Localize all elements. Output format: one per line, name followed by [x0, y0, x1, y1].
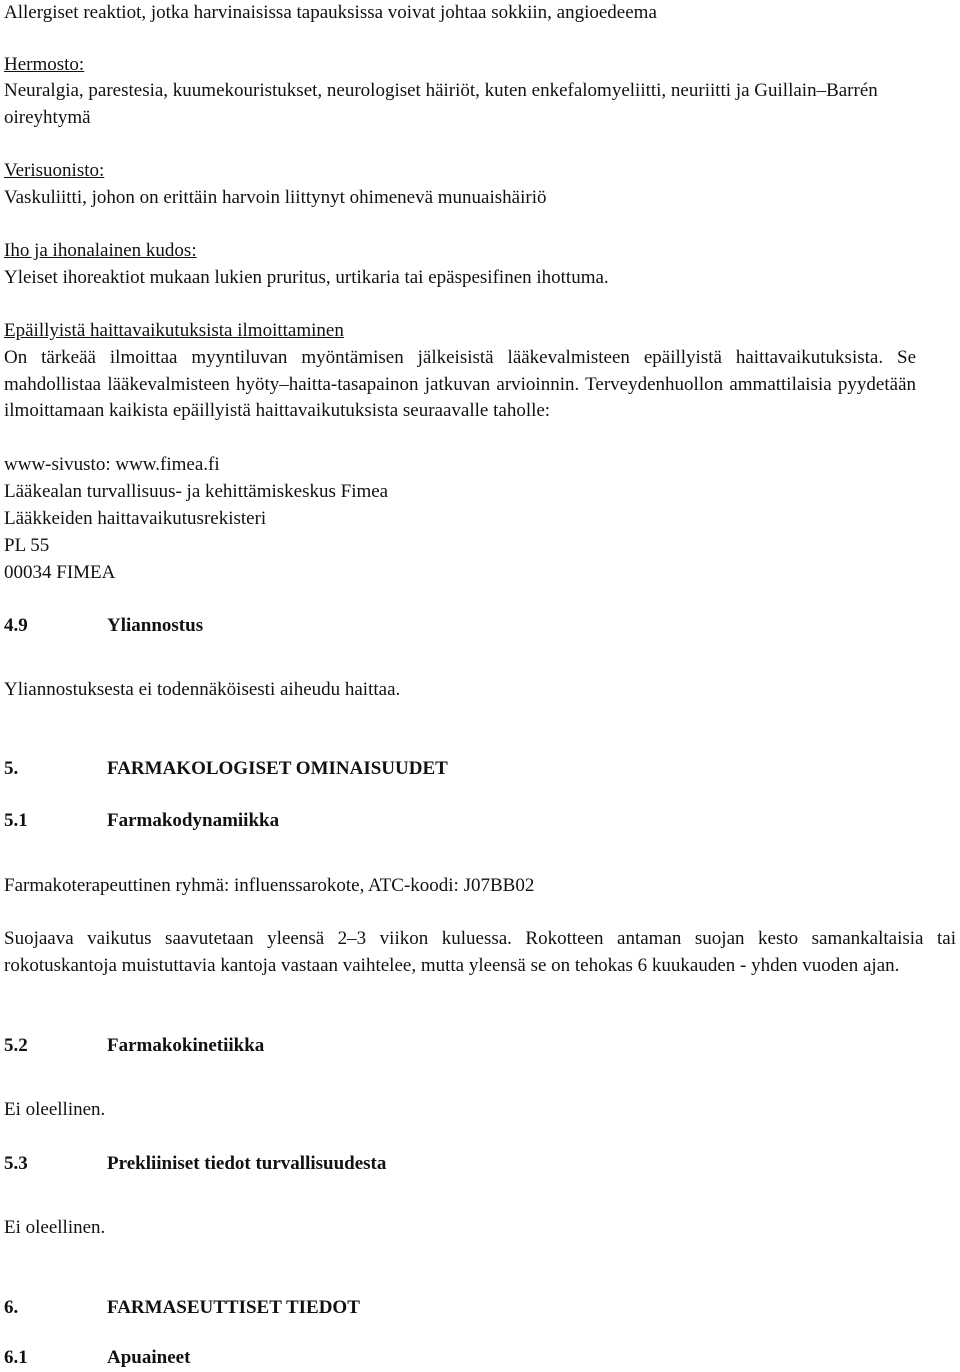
- section-number: 6.: [4, 1297, 19, 1318]
- reporting-register: Lääkkeiden haittavaikutusrekisteri: [4, 508, 267, 529]
- section-5-1-heading: [4, 808, 279, 835]
- section-title: FARMASEUTTISET TIEDOT: [107, 1297, 360, 1318]
- section-6-1-heading: [4, 1345, 190, 1372]
- section-title: Farmakokinetiikka: [107, 1035, 265, 1056]
- section-6-heading: [4, 1295, 360, 1322]
- hermosto-heading: Hermosto:: [4, 54, 85, 75]
- allergy-line: Allergiset reaktiot, jotka harvinaisissa tapauksissa voivat johtaa sokkiin, angioedeema: [4, 2, 657, 23]
- section-number: 5.2: [4, 1035, 28, 1056]
- section-5-heading: [4, 756, 448, 783]
- iho-heading: Iho ja ihonalainen kudos:: [4, 240, 197, 261]
- section-title: Yliannostus: [107, 615, 204, 636]
- section-5-2-text: Ei oleellinen.: [4, 1099, 106, 1120]
- section-4-9-text: Yliannostuksesta ei todennäköisesti aiheudu haittaa.: [4, 679, 401, 700]
- section-number: 5.: [4, 758, 19, 779]
- section-title: Apuaineet: [107, 1347, 191, 1368]
- section-5-1-text-2: Suojaava vaikutus saavutetaan yleensä 2–3 viikon kuluessa. Rokotteen antaman suojan kesto samankaltaisia tai rokotuskantoja muistuttavia kantoja vastaan vaihtelee, mutta yleensä se on tehokas 6 kuukauden - yhden vuoden ajan.: [4, 928, 956, 976]
- section-4-9-heading: [4, 613, 203, 640]
- section-5-3-heading: [4, 1151, 386, 1178]
- section-5-3-text: Ei oleellinen.: [4, 1217, 106, 1238]
- section-5-2-heading: [4, 1033, 264, 1060]
- hermosto-text: Neuralgia, parestesia, kuumekouristukset, neurologiset häiriöt, kuten enkefalomyeliitti, neuriitti ja Guillain–Barrén oireyhtymä: [4, 80, 878, 128]
- section-number: 5.1: [4, 810, 28, 831]
- section-title: Prekliiniset tiedot turvallisuudesta: [107, 1153, 387, 1174]
- reporting-org: Lääkealan turvallisuus- ja kehittämiskeskus Fimea: [4, 481, 389, 502]
- reporting-text: On tärkeää ilmoittaa myyntiluvan myöntämisen jälkeisistä lääkevalmisteen epäillyistä haittavaikutuksista. Se mahdollistaa lääkevalmisteen hyöty–haitta-tasapainon jatkuvan arvioinnin. Terveydenhuollon ammattilaisia pyydetään ilmoittamaan kaikista epäillyistä haittavaikutuksista seuraavalle taholle:: [4, 347, 916, 421]
- section-title: Farmakodynamiikka: [107, 810, 280, 831]
- iho-text: Yleiset ihoreaktiot mukaan lukien pruritus, urtikaria tai epäspesifinen ihottuma.: [4, 267, 609, 288]
- verisuonisto-text: Vaskuliitti, johon on erittäin harvoin liittynyt ohimenevä munuaishäiriö: [4, 187, 547, 208]
- reporting-po-box: PL 55: [4, 535, 50, 556]
- section-title: FARMAKOLOGISET OMINAISUUDET: [107, 758, 448, 779]
- reporting-website: www-sivusto: www.fimea.fi: [4, 454, 220, 475]
- section-number: 4.9: [4, 615, 28, 636]
- section-number: 5.3: [4, 1153, 28, 1174]
- reporting-heading: Epäillyistä haittavaikutuksista ilmoittaminen: [4, 320, 344, 341]
- section-number: 6.1: [4, 1347, 28, 1368]
- reporting-postal: 00034 FIMEA: [4, 562, 116, 583]
- verisuonisto-heading: Verisuonisto:: [4, 160, 105, 181]
- section-5-1-text-1: Farmakoterapeuttinen ryhmä: influenssarokote, ATC-koodi: J07BB02: [4, 875, 535, 896]
